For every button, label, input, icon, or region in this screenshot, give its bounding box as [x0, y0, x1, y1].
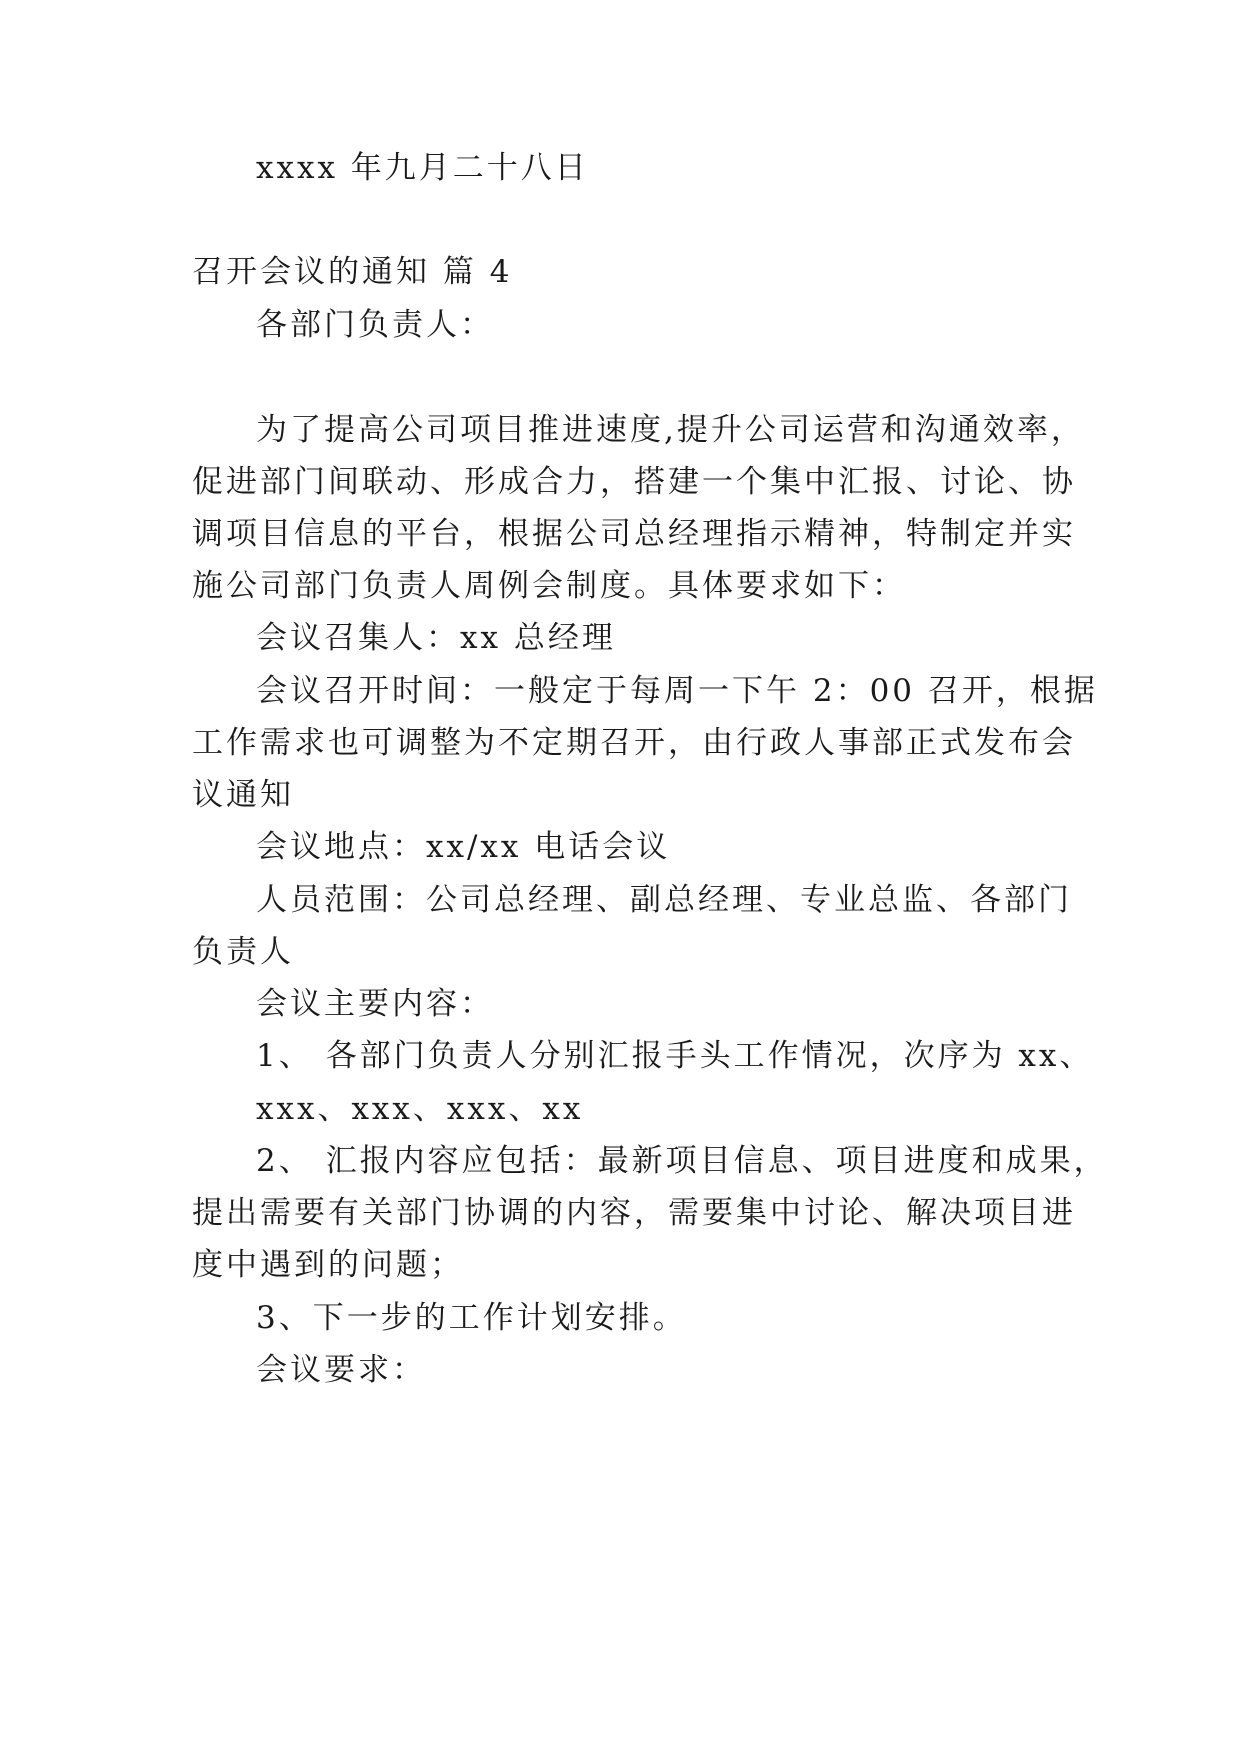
date-line: xxxx 年九月二十八日 [256, 150, 589, 186]
attendees-line-2: 负责人 [192, 934, 294, 970]
item3-line: 3、下一步的工作计划安排。 [256, 1300, 687, 1336]
section-heading: 召开会议的通知 篇 4 [192, 254, 513, 290]
intro-line-1: 为了提高公司项目推进速度,提升公司运营和沟通效率， [256, 412, 1085, 448]
intro-line-3: 调项目信息的平台，根据公司总经理指示精神，特制定并实 [192, 516, 1076, 552]
time-line-2: 工作需求也可调整为不定期召开，由行政人事部正式发布会 [192, 725, 1076, 761]
attendees-line-1: 人员范围：公司总经理、副总经理、专业总监、各部门 [256, 882, 1072, 918]
content-title: 会议主要内容： [256, 986, 494, 1022]
time-line-3: 议通知 [192, 777, 294, 813]
intro-line-2: 促进部门间联动、形成合力，搭建一个集中汇报、讨论、协 [192, 464, 1076, 500]
convener-line: 会议召集人：xx 总经理 [256, 620, 616, 656]
item2-line-2: 提出需要有关部门协调的内容，需要集中讨论、解决项目进 [192, 1195, 1076, 1231]
item2-line-3: 度中遇到的问题； [192, 1247, 464, 1283]
item2-line-1: 2、 汇报内容应包括：最新项目信息、项目进度和成果， [256, 1143, 1108, 1179]
location-line: 会议地点：xx/xx 电话会议 [256, 829, 671, 865]
time-line-1: 会议召开时间：一般定于每周一下午 2：00 召开，根据 [256, 673, 1098, 709]
intro-line-4: 施公司部门负责人周例会制度。具体要求如下： [192, 568, 906, 604]
item1-line-1: 1、 各部门负责人分别汇报手头工作情况，次序为 xx、 [256, 1038, 1094, 1074]
salutation: 各部门负责人： [256, 307, 494, 343]
requirements-title: 会议要求： [256, 1352, 426, 1388]
item1-line-2: xxx、xxx、xxx、xx [256, 1091, 584, 1127]
